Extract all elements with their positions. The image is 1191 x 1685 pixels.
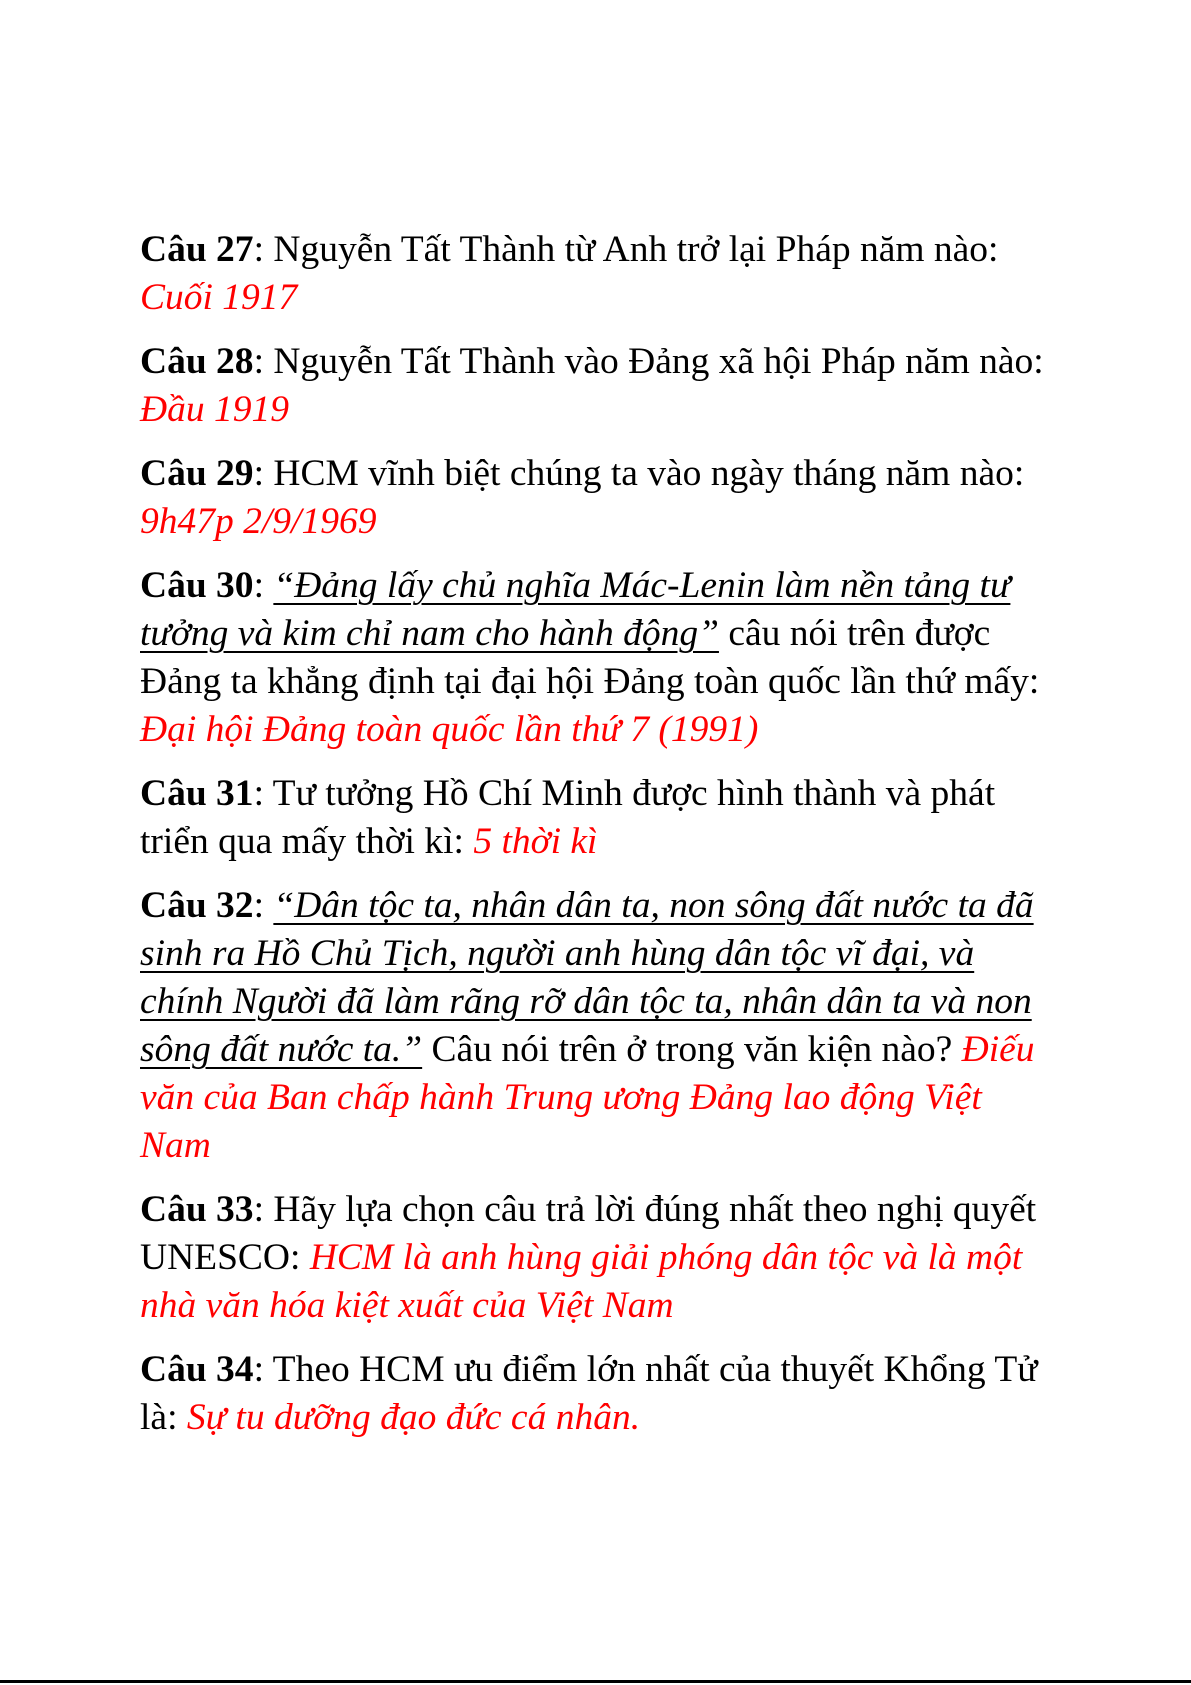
- question-text: : Theo HCM ưu điểm lớn nhất của thuyết Khổng Tử là:: [140, 1349, 1038, 1438]
- question-label: Câu 34: [140, 1349, 254, 1390]
- quoted-statement: “Đảng lấy chủ nghĩa Mác-Lenin làm nền tảng tư tưởng và kim chỉ nam cho hành động”: [140, 565, 1011, 654]
- answer-text: Cuối 1917: [140, 277, 298, 318]
- question-29: [140, 450, 1060, 546]
- page-bottom-rule: [0, 1680, 1191, 1683]
- question-text: câu nói trên được Đảng ta khẳng định tại đại hội Đảng toàn quốc lần thứ mấy:: [140, 613, 1040, 702]
- question-label: Câu 32: [140, 885, 254, 926]
- answer-text: Đầu 1919: [140, 389, 289, 430]
- answer-text: Sự tu dưỡng đạo đức cá nhân.: [186, 1397, 641, 1438]
- answer-text: HCM là anh hùng giải phóng dân tộc và là một nhà văn hóa kiệt xuất của Việt Nam: [140, 1237, 1023, 1326]
- question-32: [140, 882, 1060, 1170]
- question-27: [140, 226, 1060, 322]
- question-31: [140, 770, 1060, 866]
- question-separator: :: [253, 885, 274, 926]
- quoted-statement: “Dân tộc ta, nhân dân ta, non sông đất nước ta đã sinh ra Hồ Chủ Tịch, người anh hùng dân tộc vĩ đại, và chính Người đã làm rãng rỡ dân tộc ta, nhân dân ta và non sông đất nước ta.”: [140, 885, 1034, 1070]
- question-label: Câu 28: [140, 341, 254, 382]
- question-text: : Tư tưởng Hồ Chí Minh được hình thành và phát triển qua mấy thời kì:: [140, 773, 996, 862]
- question-label: Câu 33: [140, 1189, 254, 1230]
- answer-text: Điếu văn của Ban chấp hành Trung ương Đảng lao động Việt Nam: [140, 1029, 1035, 1166]
- question-text: Câu nói trên ở trong văn kiện nào?: [422, 1029, 962, 1070]
- answer-text: 9h47p 2/9/1969: [140, 501, 377, 542]
- question-30: [140, 562, 1060, 754]
- question-33: [140, 1186, 1060, 1330]
- question-text: : Hãy lựa chọn câu trả lời đúng nhất theo nghị quyết UNESCO:: [140, 1189, 1037, 1278]
- question-text: : HCM vĩnh biệt chúng ta vào ngày tháng năm nào:: [253, 453, 1025, 494]
- question-separator: :: [253, 565, 274, 606]
- question-label: Câu 30: [140, 565, 254, 606]
- question-label: Câu 31: [140, 773, 254, 814]
- question-28: [140, 338, 1060, 434]
- question-label: Câu 29: [140, 453, 254, 494]
- question-text: : Nguyễn Tất Thành từ Anh trở lại Pháp năm nào:: [253, 229, 999, 270]
- question-label: Câu 27: [140, 229, 254, 270]
- document-page: [140, 226, 1060, 1458]
- answer-text: Đại hội Đảng toàn quốc lần thứ 7 (1991): [140, 709, 759, 750]
- answer-text: 5 thời kì: [473, 821, 598, 862]
- question-34: [140, 1346, 1060, 1442]
- question-text: : Nguyễn Tất Thành vào Đảng xã hội Pháp năm nào:: [253, 341, 1044, 382]
